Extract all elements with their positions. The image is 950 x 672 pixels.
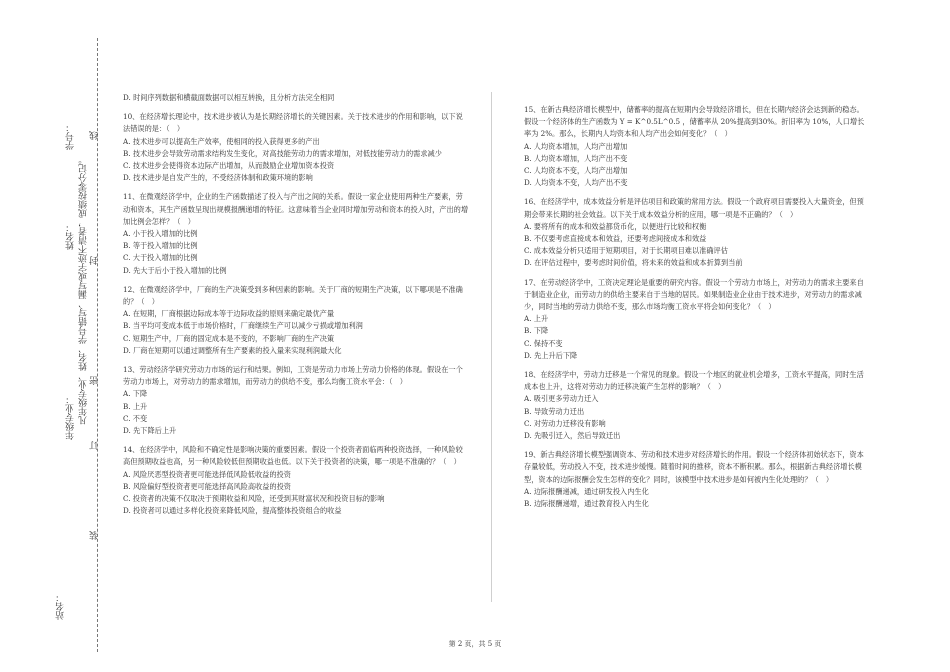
- question-18-option-d: D. 先吸引迁入，然后导致迁出: [524, 431, 621, 441]
- question-16-option-a: A. 要将所有的成本和效益都货币化，以便进行比较和权衡: [524, 221, 707, 231]
- question-18-option-b: B. 导致劳动力迁出: [524, 406, 585, 416]
- question-11-option-b: B. 等于投入增加的比例: [123, 241, 198, 251]
- question-16: [524, 196, 866, 269]
- question-12-stem: 12、在微观经济学中，厂商的生产决策受到多种因素的影响。关于厂商的短期生产决策，以下哪项是不准确的？（ ）: [123, 284, 463, 307]
- question-15-stem: 15、在新古典经济增长模型中，储蓄率的提高在短期内会导致经济增长，但在长期内经济会达到新的稳态。假设一个经济体的生产函数为 Y = K^0.5L^0.5 ，储蓄率从 20%提高到30%。折旧率为 10%，人口增长率为 2%。那么，长期内人均资本和人均产出会如何变化？（ ）: [524, 105, 865, 139]
- question-10-stem: 10、在经济增长理论中，技术进步被认为是长期经济增长的关键因素。关于技术进步的作用和影响，以下说法错误的是：（ ）: [123, 112, 463, 134]
- question-16-stem: 16、在经济学中，成本效益分析是评估项目和政策的常用方法。假设一个政府项目需要投入大量资金，但预期会带来长期的社会效益。以下关于成本效益分析的应用，哪一项是不正确的？（ ）: [524, 197, 864, 219]
- question-16-option-c: C. 成本效益分析只适用于短期项目，对于长期项目难以准确评估: [524, 246, 728, 256]
- question-11-option-a: A. 小于投入增加的比例: [123, 229, 198, 239]
- margin-id-label: 学号：: [66, 123, 76, 150]
- question-17-option-d: D. 先上升后下降: [524, 350, 578, 360]
- question-15-option-a: A. 人均资本增加，人均产出增加: [524, 141, 628, 151]
- question-10-option-a: A. 技术进步可以提高生产效率，使相同的投入获得更多的产出: [123, 136, 320, 146]
- question-10-option-b: B. 技术进步会导致劳动需求结构发生变化，对高技能劳动力的需求增加，对低技能劳动力的需求减少: [123, 148, 442, 158]
- margin-mark-mi: 密: [90, 376, 100, 385]
- question-12-option-d: D. 厂商在短期可以通过调整所有生产要素的投入量来实现利润最大化: [123, 345, 342, 355]
- question-17-stem: 17、在劳动经济学中，工资决定理论是重要的研究内容。假设一个劳动力市场上，对劳动力的需求主要来自于制造业企业，而劳动力的供给主要来自于当地的居民。如果制造业企业由于技术进步，对劳动力的需求减少，同时当地的劳动力供给不变，那么市场均衡工资水平将会如何变化？（ ）: [524, 277, 864, 312]
- question-14-option-d: D. 投资者可以通过多样化投资来降低风险，提高整体投资组合的收益: [123, 506, 342, 516]
- margin-note: 凡年级专业、姓名、学号错写、漏写或字迹不清者，成绩按零分记。: [79, 155, 89, 425]
- question-16-option-d: D. 在评估过程中，要考虑时间价值，将未来的效益和成本折算到当前: [524, 258, 743, 268]
- question-17-option-b: B. 下降: [524, 326, 549, 336]
- margin-grade-label: 年级专业：: [66, 395, 76, 440]
- question-18-option-c: C. 对劳动力迁移没有影响: [524, 418, 606, 428]
- right-column: [524, 104, 866, 517]
- question-19: [524, 449, 866, 510]
- question-12-option-c: C. 短期生产中，厂商的固定成本是不变的，不影响厂商的生产决策: [123, 333, 335, 343]
- question-13-option-d: D. 先下降后上升: [123, 426, 177, 436]
- left-column: [123, 92, 468, 525]
- question-11-option-d: D. 先大于后小于投入增加的比例: [123, 265, 227, 275]
- question-11: [123, 191, 468, 276]
- question-17-option-c: C. 保持不变: [524, 338, 563, 348]
- margin-mark-xian: 线: [90, 131, 100, 140]
- question-13-option-a: A. 下降: [123, 389, 148, 399]
- question-14: [123, 444, 468, 517]
- question-11-stem: 11、在微观经济学中，企业的生产函数描述了投入与产出之间的关系。假设一家企业使用两种生产要素，劳动和资本，其生产函数呈现出规模报酬递增的特征。这意味着当企业同时增加劳动和资本的投入时，产出的增加比例会怎样？（ ）: [123, 192, 469, 226]
- question-19-option-a: A. 边际报酬递减，通过研发投入内生化: [524, 486, 649, 496]
- question-14-option-b: B. 风险偏好型投资者更可能选择高风险高收益的投资: [123, 481, 291, 491]
- question-14-option-a: A. 风险厌恶型投资者更可能选择低风险低收益的投资: [123, 469, 291, 479]
- question-12: [123, 284, 468, 357]
- margin-mark-zhuang: 装: [90, 531, 100, 540]
- question-18-option-a: A. 吸引更多劳动力迁入: [524, 394, 599, 404]
- question-13-stem: 13、劳动经济学研究劳动力市场的运行和结果。例如，工资是劳动力市场上劳动力价格的体现。假设在一个劳动力市场上，对劳动力的需求增加，而劳动力的供给不变，那么均衡工资水平会：（ ）: [123, 365, 463, 387]
- question-13: [123, 364, 468, 437]
- question-14-stem: 14、在经济学中，风险和不确定性是影响决策的重要因素。假设一个投资者面临两种投资选择，一种风险较高但预期收益也高，另一种风险较低但预期收益也低。以下关于投资者的决策，哪一项是不准确的？（ ）: [123, 445, 463, 467]
- question-17: [524, 277, 866, 362]
- question-17-option-a: A. 上升: [524, 314, 549, 324]
- question-13-option-b: B. 上升: [123, 401, 148, 411]
- question-15-option-d: D. 人均资本不变，人均产出不变: [524, 178, 628, 188]
- margin-name-label: 姓名：: [66, 223, 76, 250]
- question-10: [123, 111, 468, 184]
- question-10-option-c: C. 技术进步会使得资本边际产出增加，从而鼓励企业增加资本投资: [123, 161, 335, 171]
- margin-station-label: 站名：: [56, 593, 66, 620]
- binding-margin: [0, 0, 105, 672]
- question-18-stem: 18、在经济学中，劳动力迁移是一个常见的现象。假设一个地区的就业机会增多，工资水平提高，同时生活成本也上升，这将对劳动力的迁移决策产生怎样的影响？（ ）: [524, 370, 864, 392]
- question-18: [524, 369, 866, 442]
- question-15-option-b: B. 人均资本增加，人均产出不变: [524, 153, 628, 163]
- question-9-option-d: D. 时间序列数据和横截面数据可以相互转换，且分析方法完全相同: [123, 93, 335, 102]
- question-15: [524, 104, 866, 189]
- question-13-option-c: C. 不变: [123, 413, 148, 423]
- question-12-option-a: A. 在短期，厂商根据边际成本等于边际收益的原则来确定最优产量: [123, 309, 335, 319]
- page-footer: 第 2 页，共 5 页: [448, 640, 502, 648]
- question-15-option-c: C. 人均资本不变，人均产出增加: [524, 166, 628, 176]
- question-16-option-b: B. 不仅要考虑直接成本和效益，还要考虑间接成本和效益: [524, 234, 707, 244]
- question-10-option-d: D. 技术进步是自发产生的，不受经济体制和政策环境的影响: [123, 173, 313, 183]
- margin-mark-feng: 封: [90, 256, 100, 265]
- question-11-option-c: C. 大于投入增加的比例: [123, 253, 198, 263]
- margin-mark-ding: 订: [90, 441, 100, 450]
- question-19-stem: 19、新古典经济增长模型强调资本、劳动和技术进步对经济增长的作用。假设一个经济体初始状态下，资本存量较低，劳动投入不变，技术进步缓慢。随着时间的推移，资本不断积累。那么，根据新古典经济增长模型，资本的边际报酬会发生怎样的变化？同时，该模型中技术进步是如何被内生化处理的？（ ）: [524, 450, 864, 484]
- question-12-option-b: B. 当平均可变成本低于市场价格时，厂商继续生产可以减少亏损或增加利润: [123, 321, 363, 331]
- question-19-option-b: B. 边际报酬递增，通过教育投入内生化: [524, 499, 649, 509]
- column-divider: [491, 92, 492, 602]
- question-14-option-c: C. 投资者的决策不仅取决于预期收益和风险，还受到其财富状况和投资目标的影响: [123, 494, 385, 504]
